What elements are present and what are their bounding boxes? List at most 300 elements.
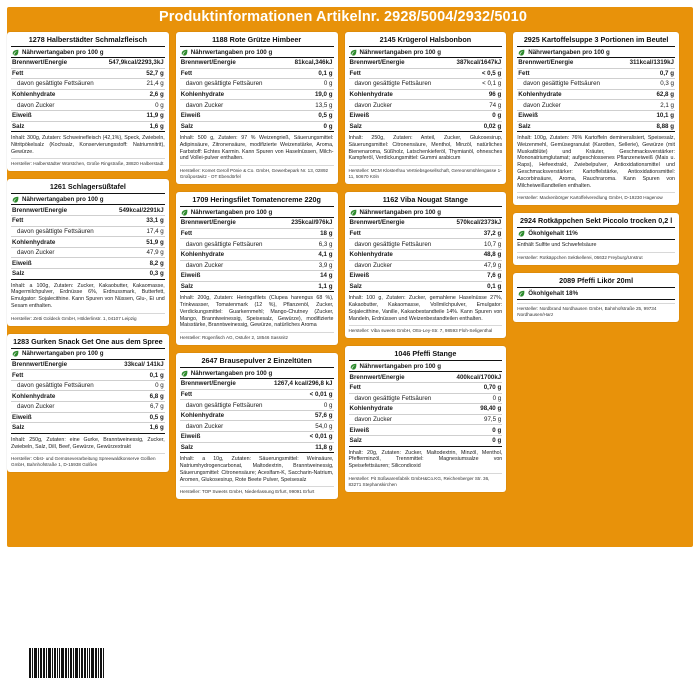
row-value: 549kcal/2291kJ: [110, 205, 165, 215]
row-value: 0,02 g: [447, 121, 502, 132]
row-value: 400kcal/1700kJ: [447, 372, 502, 382]
row-label: davon Zucker: [11, 100, 102, 111]
leaf-icon: [350, 209, 357, 216]
ingredients-text: Inhalt: 300g, Zutaten: Schweinefleisch (42,1%), Speck, Zwiebeln, Nitritpökelsalz (Kochsalz, Konservierungsstoff: Natriumnitrit), Gewürze.: [11, 135, 165, 155]
table-row: [11, 258, 165, 269]
product-title: 1709 Heringsfilet Tomatencreme 220g: [192, 195, 321, 205]
ingredients-text: Inhalt: 250g, Zutaten: Anteil, Zucker, Glukosesirup, Säuerungsmittel: Citronensäure, Menthol, Minzöl, natürliches Bienenaroma, Süßholz, Latschenkieferöl, Thymianöl, ohnesches Kampferöl, Verdickungsmittel: Gummi arabicum: [348, 135, 503, 162]
product-title: 2089 Pfeffi Likör 20ml: [559, 276, 634, 286]
row-value: 10,7 g: [447, 239, 502, 250]
product-card: [7, 334, 169, 473]
row-label: Kohlenhydrate: [349, 249, 448, 260]
row-value: 0 g: [284, 79, 334, 90]
row-label: Kohlenhydrate: [349, 404, 448, 415]
row-value: 7,6 g: [447, 271, 502, 282]
row-label: Kohlenhydrate: [11, 391, 114, 402]
table-row: [349, 89, 503, 100]
product-title: 1278 Halberstädter Schmalzfleisch: [28, 35, 147, 44]
table-row: [349, 121, 503, 132]
product-title: 1188 Rote Grütze Himbeer: [212, 35, 302, 44]
row-label: Salz: [349, 121, 448, 132]
alcohol-content: [517, 287, 675, 300]
row-label: Brennwert/Energie: [349, 372, 448, 382]
table-row: [11, 100, 165, 111]
leaf-icon: [518, 49, 525, 56]
nutrition-table: [180, 379, 334, 453]
table-row: [180, 260, 334, 271]
nutrition-header-label: Nährwertangaben pro 100 g: [190, 48, 273, 56]
row-value: 235kcal/976kJ: [281, 218, 333, 228]
table-row: [349, 382, 503, 393]
row-value: 0,3 g: [619, 79, 675, 90]
table-row: [349, 218, 503, 228]
row-label: Kohlenhydrate: [517, 89, 618, 100]
row-value: 1,6 g: [102, 121, 164, 132]
nutrition-header: [349, 206, 503, 218]
table-row: [180, 442, 334, 453]
nutrition-header-label: Nährwertangaben pro 100 g: [190, 208, 273, 216]
row-value: 0 g: [102, 100, 164, 111]
table-row: [180, 271, 334, 282]
product-card: [176, 353, 338, 499]
manufacturer-text: Hersteller: Viba sweets GmbH, Otto-Ley-Str. 7, 98593 Floh-Seligenthal: [349, 325, 503, 334]
nutrition-header: [180, 46, 334, 58]
table-row: [180, 58, 334, 68]
manufacturer-text: Hersteller: Mackenbörger Kartoffelveredlung GmbH, D-19230 Hagenow: [517, 192, 675, 201]
table-row: [349, 414, 503, 425]
nutrition-header-label: Nährwertangaben pro 100 g: [359, 208, 441, 216]
table-row: [349, 271, 503, 282]
row-value: 0,7 g: [619, 68, 675, 79]
row-label: davon Zucker: [517, 100, 618, 111]
leaf-icon: [12, 49, 19, 56]
row-value: 0,1 g: [114, 370, 165, 381]
product-title: 2925 Kartoffelsuppe 3 Portionen im Beutel: [523, 35, 669, 44]
row-value: 13,5 g: [284, 100, 334, 111]
row-value: 0,5 g: [114, 412, 165, 423]
row-label: Brennwert/Energie: [11, 360, 114, 370]
leaf-icon: [181, 370, 188, 377]
row-value: < 0,1 g: [447, 79, 502, 90]
table-row: [11, 205, 165, 215]
product-title: 1046 Pfeffi Stange: [394, 349, 457, 359]
row-label: davon gesättigte Fettsäuren: [180, 400, 269, 411]
table-row: [11, 237, 165, 248]
row-label: Brennwert/Energie: [11, 205, 110, 215]
table-row: [349, 281, 503, 292]
product-card: [345, 192, 507, 338]
row-label: Brennwert/Energie: [349, 58, 448, 68]
product-card: [513, 273, 679, 322]
nutrition-header-label: Nährwertangaben pro 100 g: [359, 48, 441, 56]
row-label: Kohlenhydrate: [349, 89, 448, 100]
alcohol-content-label: Ökohlgehalt 11%: [528, 230, 578, 238]
row-label: Fett: [180, 389, 269, 400]
product-title: 2647 Brausepulver 2 Einzeltüten: [201, 356, 312, 366]
row-label: Eiweiß: [180, 271, 281, 282]
table-row: [517, 68, 675, 79]
row-value: 0,1 g: [284, 68, 334, 79]
leaf-icon: [181, 49, 188, 56]
row-value: 4,1 g: [281, 249, 333, 260]
leaf-icon: [518, 290, 525, 297]
table-row: [517, 58, 675, 68]
product-title: 2145 Krügerol Halsbonbon: [379, 35, 472, 44]
table-row: [11, 216, 165, 227]
table-row: [180, 281, 334, 292]
row-label: Kohlenhydrate: [180, 89, 284, 100]
row-value: 0 g: [114, 380, 165, 391]
row-label: Salz: [11, 423, 114, 434]
row-value: 14 g: [281, 271, 333, 282]
row-label: Fett: [349, 68, 448, 79]
footer-area: [7, 556, 693, 692]
row-label: Fett: [180, 228, 281, 239]
product-title: 1261 Schlagersüßtafel: [49, 182, 126, 192]
leaf-icon: [518, 230, 525, 237]
table-row: [180, 249, 334, 260]
nutrition-header: [11, 348, 165, 360]
row-label: davon gesättigte Fettsäuren: [349, 79, 448, 90]
row-label: Fett: [11, 216, 110, 227]
leaf-icon: [12, 196, 19, 203]
row-label: Fett: [517, 68, 618, 79]
row-label: Kohlenhydrate: [11, 89, 102, 100]
table-row: [11, 412, 165, 423]
nutrition-table: [349, 58, 503, 132]
table-row: [349, 68, 503, 79]
table-row: [349, 58, 503, 68]
nutrition-table: [349, 218, 503, 292]
ingredients-text: Inhalt: 200g, Zutaten: Heringsfilets (Clupea harengus 68 %), Trinkwasser, Tomatenmark (12 %), Pflanzenöl, Zucker, Verdickungsmittel: Guarkernmehl; Mango-Chutney (Zucker, Mango, Branntweinessig, Speisesalz, Gewürze), modifizierte Maisstärke, Branntweinessig, Gewürze, natürliches Aroma: [179, 295, 334, 329]
table-row: [180, 79, 334, 90]
leaf-icon: [350, 363, 357, 370]
table-row: [349, 110, 503, 121]
row-value: 0 g: [447, 393, 502, 404]
row-label: Eiweiß: [11, 258, 110, 269]
table-row: [180, 110, 334, 121]
ingredients-text: Inhalt: 500 g, Zutaten: 97 % Weizengrieß, Säuerungsmittel: Adipinsäure, Zitronensäure, modifizierte Weizenstärke, Aroma, Farbstoff: Echtes Karmin. Kann Spuren von Haselnüssen, Milch- und Vollei-pulver enthalten.: [179, 135, 334, 162]
table-row: [180, 228, 334, 239]
row-value: 11,8 g: [269, 442, 334, 453]
row-label: Eiweiß: [11, 110, 102, 121]
row-value: < 0,5 g: [447, 68, 502, 79]
row-value: < 0,01 g: [269, 389, 334, 400]
row-value: 0,1 g: [447, 281, 502, 292]
row-value: 21,4 g: [102, 79, 164, 90]
row-value: 1,6 g: [114, 423, 165, 434]
table-row: [517, 100, 675, 111]
table-row: [11, 79, 165, 90]
product-title: 1283 Gurken Snack Get One aus dem Spree: [13, 336, 163, 346]
product-card: [513, 32, 679, 205]
row-value: 0 g: [447, 425, 502, 436]
table-row: [180, 389, 334, 400]
ingredients-text: Inhalt: 250g, Zutaten: eine Gurke, Branntweinessig, Zucker, Zwiebeln, Salz, Dill, Beef, Gewürze, Gewürzextrakt: [11, 436, 165, 450]
row-label: Eiweiß: [349, 271, 448, 282]
table-row: [349, 100, 503, 111]
row-label: Eiweiß: [517, 110, 618, 121]
table-row: [180, 218, 334, 228]
row-value: 51,9 g: [110, 237, 165, 248]
product-grid: [7, 32, 679, 499]
row-value: 62,8 g: [619, 89, 675, 100]
row-value: 11,9 g: [102, 110, 164, 121]
row-value: 96 g: [447, 89, 502, 100]
nutrition-header-label: Nährwertangaben pro 100 g: [22, 195, 104, 203]
row-value: 98,40 g: [447, 404, 502, 415]
row-value: 1267,4 kcal/296,8 kJ: [269, 379, 334, 389]
row-label: Fett: [11, 68, 102, 79]
row-label: davon gesättigte Fettsäuren: [517, 79, 618, 90]
row-value: 33,1 g: [110, 216, 165, 227]
table-row: [11, 370, 165, 381]
row-label: Fett: [349, 382, 448, 393]
table-row: [11, 268, 165, 279]
table-row: [11, 226, 165, 237]
row-label: davon Zucker: [349, 260, 448, 271]
row-label: davon Zucker: [349, 414, 448, 425]
table-row: [349, 435, 503, 446]
product-card: [513, 213, 679, 265]
ingredients-text: Inhalt: a 10g, Zutaten: Säuerungsmittel: Weinsäure, Natriumhydrogencarbonat, Maltodextrin, Branntweinessig, Säuerungsmittel: Citronensäure; Aceslfam-K, Saccharin-Natrium, Aromen, Glukosesirup, Rote Beete Pulver, Speisesalz: [179, 456, 334, 483]
row-value: 33kcal/ 141kJ: [114, 360, 165, 370]
table-row: [11, 423, 165, 434]
nutrition-header-label: Nährwertangaben pro 100 g: [528, 48, 610, 56]
product-column-3: [345, 32, 507, 499]
row-label: Fett: [349, 228, 448, 239]
table-row: [180, 400, 334, 411]
row-value: 6,3 g: [281, 239, 333, 250]
row-value: 37,2 g: [447, 228, 502, 239]
product-card: [345, 32, 507, 184]
manufacturer-text: Hersteller: MCM Klosterfrau Vertriebsgesellschaft, Gereonsmühlengasse 1-11, 50670 Köln: [349, 165, 503, 180]
row-value: 6,7 g: [114, 401, 165, 412]
product-card: [176, 32, 338, 184]
row-value: 18 g: [281, 228, 333, 239]
row-value: 47,9 g: [447, 260, 502, 271]
allergen-note: Enthält Sulfite und Schwefelsäure: [517, 242, 597, 249]
table-row: [180, 432, 334, 443]
row-label: Eiweiß: [180, 432, 269, 443]
nutrition-header-label: Nährwertangaben pro 100 g: [22, 48, 104, 56]
row-label: Brennwert/Energie: [517, 58, 618, 68]
product-column-4: [513, 32, 679, 499]
table-row: [180, 239, 334, 250]
table-row: [11, 58, 165, 68]
table-row: [180, 421, 334, 432]
row-label: davon Zucker: [11, 247, 110, 258]
row-value: 52,7 g: [102, 68, 164, 79]
nutrition-header: [349, 360, 503, 372]
table-row: [517, 79, 675, 90]
row-value: 8,88 g: [619, 121, 675, 132]
row-value: < 0,01 g: [269, 432, 334, 443]
row-label: davon gesättigte Fettsäuren: [349, 393, 448, 404]
product-title: 1162 Viba Nougat Stange: [382, 195, 469, 205]
table-row: [11, 401, 165, 412]
table-row: [180, 379, 334, 389]
table-row: [349, 239, 503, 250]
row-label: davon Zucker: [180, 100, 284, 111]
nutrition-table: [11, 205, 165, 279]
table-row: [349, 393, 503, 404]
row-label: davon gesättigte Fettsäuren: [11, 79, 102, 90]
barcode: [29, 648, 115, 678]
row-value: 0,5 g: [284, 110, 334, 121]
row-value: 0 g: [447, 110, 502, 121]
row-value: 2,6 g: [102, 89, 164, 100]
row-label: Salz: [180, 442, 269, 453]
nutrition-header: [180, 206, 334, 218]
row-value: 547,9kcal/2293,3kJ: [102, 58, 164, 68]
row-value: 48,8 g: [447, 249, 502, 260]
manufacturer-text: Hersteller: Pit Süßwarenfabrik GmbH&Co.KG, Reichenberger Str. 36, 83271 Stephanskirchen: [349, 473, 503, 488]
row-value: 0 g: [269, 400, 334, 411]
manufacturer-text: Hersteller: Zetti Goldeck GmbH, Hölderlinstr. 1, 04107 Leipzig: [11, 313, 165, 322]
row-label: Brennwert/Energie: [180, 379, 269, 389]
row-label: Eiweiß: [349, 110, 448, 121]
row-label: davon gesättigte Fettsäuren: [11, 380, 114, 391]
manufacturer-text: Hersteller: TOP Sweets GmbH, Niederlassung Erfurt, 99091 Erfurt: [180, 486, 334, 495]
row-value: 54,0 g: [269, 421, 334, 432]
row-label: davon Zucker: [180, 421, 269, 432]
product-card: [7, 179, 169, 325]
table-row: [517, 121, 675, 132]
row-label: Salz: [349, 281, 448, 292]
row-label: davon gesättigte Fettsäuren: [180, 79, 284, 90]
table-row: [11, 121, 165, 132]
nutrition-header: [349, 46, 503, 58]
row-value: 387kcal/1647kJ: [447, 58, 502, 68]
leaf-icon: [350, 49, 357, 56]
nutrition-table: [11, 58, 165, 132]
table-row: [349, 79, 503, 90]
manufacturer-text: Hersteller: Halberstädter Würstchen, Große Ringstraße, 38820 Halberstadt: [11, 158, 165, 167]
row-value: 19,0 g: [284, 89, 334, 100]
table-row: [517, 110, 675, 121]
nutrition-header-label: Nährwertangaben pro 100 g: [359, 362, 441, 370]
nutrition-table: [517, 58, 675, 132]
row-label: Fett: [180, 68, 284, 79]
row-value: 97,5 g: [447, 414, 502, 425]
manufacturer-text: Hersteller: Obst- und Gemüseverarbeitung Spreewaldkonserve Golßen GmbH, Bahnhofstraße 1, D-15938 Golßen: [11, 453, 165, 468]
row-value: 311kcal/1319kJ: [619, 58, 675, 68]
row-value: 0 g: [447, 435, 502, 446]
ingredients-text: Inhalt: a 100g, Zutaten: Zucker, Kakaobutter, Kakaomasse, Magermilchpulver, Erdnüsse 6%, Erdnussmark, Butterfett, Emulgator: Sojalecithine. Kann Spuren von Nüssen, Glu-, Ei und Sesam enthalten.: [11, 282, 165, 309]
row-label: Eiweiß: [180, 110, 284, 121]
table-row: [11, 247, 165, 258]
row-label: davon gesättigte Fettsäuren: [11, 226, 110, 237]
table-row: [349, 372, 503, 382]
row-label: davon gesättigte Fettsäuren: [180, 239, 281, 250]
ingredients-text: Inhalt: 100g, Zutaten: 76% Kartoffeln demineralisiert, Speisesalz, Weizenmehl, Gemüsegranulat (Karotten, Sellerie), Gewürze (mit Muskatblüte) und Kräuter, Geschmacksverstärker: Mononatriumglutamat; aufgeschlossenes Pflanzeneiweiß (Mais u. Raps), Hefeextrakt, Zwiebelpulver, Antioxidationsmittel und Geschmacksverstärker: Kartoffelstärke, Antioxidationsmittel: Ascorbinsäure, Aroma, Rauchraroma. Kann Spuren von Milcheiweißandteilen enthalten.: [517, 135, 675, 189]
nutrition-table: [349, 372, 503, 446]
row-label: Kohlenhydrate: [180, 410, 269, 421]
nutrition-header-label: Nährwertangaben pro 100 g: [22, 350, 104, 358]
row-value: 17,4 g: [110, 226, 165, 237]
table-row: [11, 360, 165, 370]
row-label: Salz: [349, 435, 448, 446]
manufacturer-text: Hersteller: Nordbrand Nordhausen GmbH, Bahnhofstraße 25, 99734 Nordhausen/Harz: [517, 303, 675, 318]
row-value: 47,9 g: [110, 247, 165, 258]
alcohol-content: [517, 227, 675, 240]
row-label: davon Zucker: [180, 260, 281, 271]
table-row: [349, 425, 503, 436]
manufacturer-text: Hersteller: Rügenfisch AG, Ostufer 2, 18546 Sassnitz: [180, 332, 334, 341]
nutrition-table: [180, 58, 334, 132]
row-value: 3,9 g: [281, 260, 333, 271]
table-row: [180, 89, 334, 100]
row-label: davon Zucker: [11, 401, 114, 412]
product-column-1: [7, 32, 169, 499]
row-label: Fett: [11, 370, 114, 381]
table-row: [11, 380, 165, 391]
table-row: [349, 404, 503, 415]
ingredients-text: Inhalt: 20g, Zutaten: Zucker, Maltodextrin, Minzöl, Menthol, Pfefferminzöl, Trennmittel: Magnesiumsalze von Speisefettsäuren; Silicondioxid: [348, 449, 503, 470]
nutrition-header-label: Nährwertangaben pro 100 g: [190, 369, 273, 377]
product-title: 2924 Rotkäppchen Sekt Piccolo trocken 0,2 l: [520, 216, 673, 226]
row-value: 1,1 g: [281, 281, 333, 292]
product-card: [345, 346, 507, 491]
row-label: Brennwert/Energie: [11, 58, 102, 68]
row-label: davon gesättigte Fettsäuren: [349, 239, 448, 250]
row-label: Salz: [11, 121, 102, 132]
table-row: [180, 100, 334, 111]
table-row: [349, 228, 503, 239]
manufacturer-text: Hersteller: Komet Geroll Pönie & Co. GmbH, Gewerbepark Nr. 13, 02892 Großpostwitz - OT Ebendörfel: [180, 165, 334, 180]
row-value: 0,3 g: [110, 268, 165, 279]
nutrition-table: [180, 218, 334, 292]
table-row: [180, 410, 334, 421]
nutrition-table: [11, 360, 165, 434]
nutrition-header: [517, 46, 675, 58]
nutrition-header: [11, 193, 165, 205]
product-card: [7, 32, 169, 171]
table-row: [11, 391, 165, 402]
table-row: [180, 121, 334, 132]
row-label: Brennwert/Energie: [180, 218, 281, 228]
row-label: Kohlenhydrate: [11, 237, 110, 248]
row-label: Salz: [517, 121, 618, 132]
row-value: 570kcal/2373kJ: [447, 218, 502, 228]
ingredients-text: Inhalt: 100 g, Zutaten: Zucker, gemahlene Haselnüsse 27%, Kakaobutter, Kakaomasse, Vollmilchpulver, Emulgator: Sojalecithine, Vanille, Kakaobestandteile 14%. Kann Spuren von Mandeln, Erdnüssen und Weizenbestandteilen enthalten.: [348, 295, 503, 322]
product-column-2: [176, 32, 338, 499]
table-row: [11, 110, 165, 121]
nutrition-header: [11, 46, 165, 58]
row-label: Brennwert/Energie: [349, 218, 448, 228]
table-row: [11, 89, 165, 100]
row-label: Salz: [11, 268, 110, 279]
row-value: 10,1 g: [619, 110, 675, 121]
nutrition-header: [180, 367, 334, 379]
row-label: davon Zucker: [349, 100, 448, 111]
table-row: [349, 249, 503, 260]
row-value: 57,6 g: [269, 410, 334, 421]
row-label: Eiweiß: [11, 412, 114, 423]
table-row: [517, 89, 675, 100]
row-label: Kohlenhydrate: [180, 249, 281, 260]
row-value: 81kcal,346kJ: [284, 58, 334, 68]
row-value: 2,1 g: [619, 100, 675, 111]
leaf-icon: [12, 350, 19, 357]
product-card: [176, 192, 338, 345]
row-label: Brennwert/Energie: [180, 58, 284, 68]
table-row: [11, 68, 165, 79]
row-value: 0 g: [284, 121, 334, 132]
table-row: [349, 260, 503, 271]
row-value: 0,70 g: [447, 382, 502, 393]
